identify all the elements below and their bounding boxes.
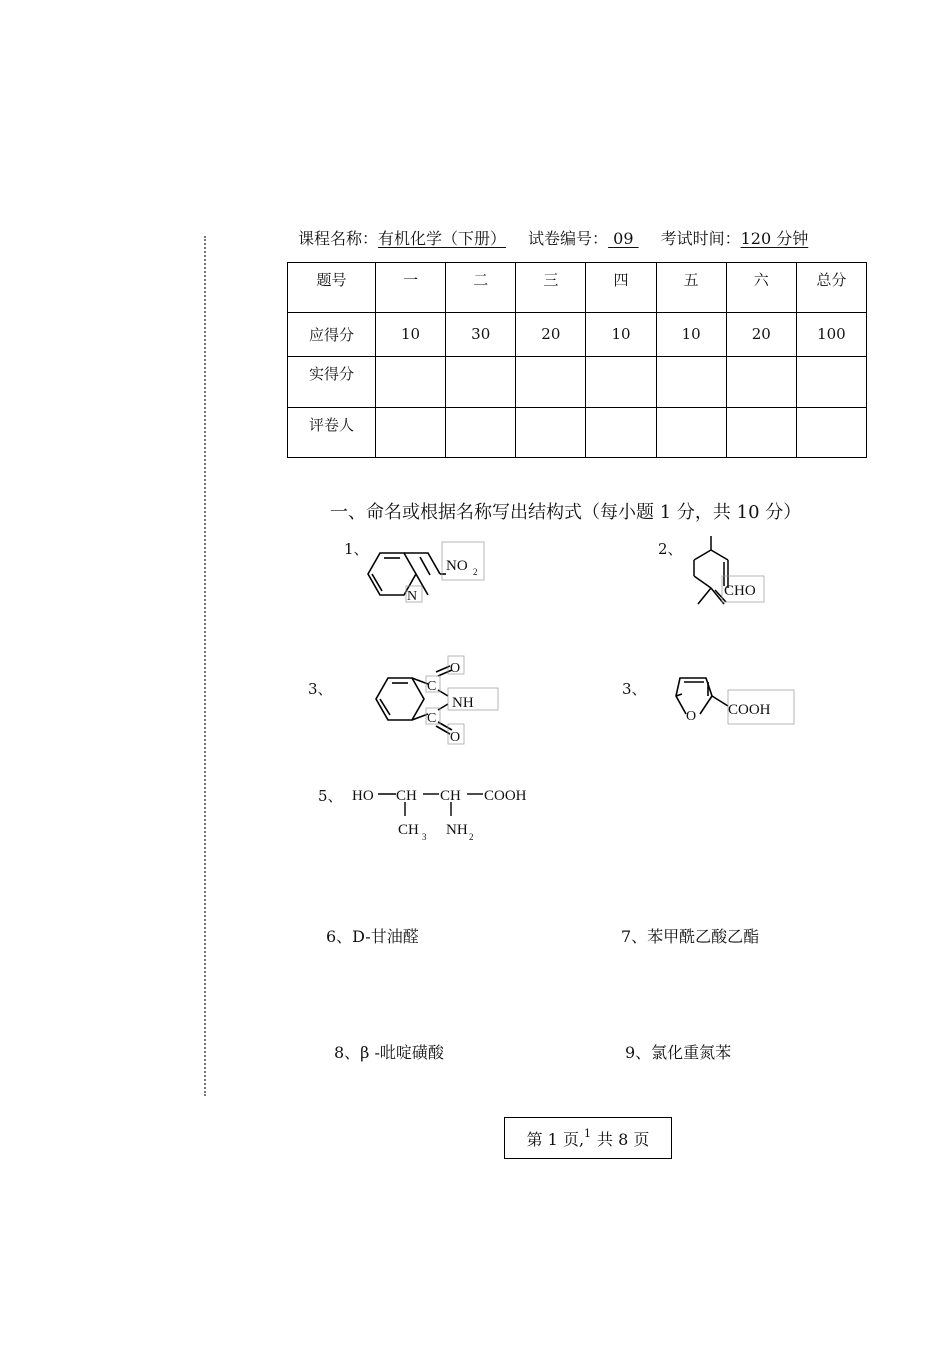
score-cell	[726, 357, 796, 407]
score-cell	[726, 407, 796, 457]
header-cell: 四	[586, 263, 656, 313]
question-number: 1、	[344, 540, 369, 558]
methyl-subscript: 3	[422, 832, 427, 842]
hydroxyl-label: HO	[352, 788, 374, 804]
phthalimide-structure	[368, 652, 508, 750]
carbonyl-carbon-label: C	[427, 711, 437, 726]
header-cell: 五	[656, 263, 726, 313]
question-7: 7、苯甲酰乙酸乙酯	[621, 927, 760, 946]
score-cell: 10	[376, 313, 446, 357]
page-total: 共 8 页	[597, 1129, 650, 1149]
score-table	[287, 262, 867, 458]
question-8: 8、β -吡啶磺酸	[334, 1043, 444, 1062]
methyl-label: CH	[398, 822, 419, 838]
aldehyde-label: CHO	[724, 583, 756, 599]
carboxyl-label: COOH	[728, 702, 771, 718]
score-cell	[376, 357, 446, 407]
header-cell: 六	[726, 263, 796, 313]
question-number: 3、	[622, 680, 647, 698]
question-number: 2、	[658, 540, 683, 558]
oxygen-label: O	[450, 661, 461, 676]
row-label: 评卷人	[288, 407, 376, 457]
score-cell: 10	[656, 313, 726, 357]
oxygen-label: O	[450, 730, 461, 745]
quinoline-structure	[360, 540, 490, 610]
score-cell	[796, 357, 866, 407]
threonine-structure	[350, 780, 550, 850]
amino-subscript: 2	[469, 832, 474, 842]
question-9: 9、氯化重氮苯	[625, 1043, 732, 1062]
score-cell	[376, 407, 446, 457]
header-cell: 题号	[288, 263, 376, 313]
course-name: 有机化学（下册）	[378, 229, 507, 248]
question-number: 5、	[318, 787, 343, 805]
score-cell	[656, 407, 726, 457]
header-cell: 一	[376, 263, 446, 313]
score-cell: 10	[586, 313, 656, 357]
course-label: 课程名称：	[298, 229, 379, 248]
citral-structure	[680, 530, 800, 610]
score-cell	[586, 357, 656, 407]
binding-dotted-line	[204, 236, 206, 1096]
score-table-header-row	[288, 263, 867, 313]
ch-label: CH	[440, 788, 461, 804]
header-cell: 三	[516, 263, 586, 313]
imide-nh-label: NH	[452, 695, 474, 711]
score-cell: 100	[796, 313, 866, 357]
table-row	[288, 357, 867, 407]
carbonyl-carbon-label: C	[427, 679, 437, 694]
score-cell	[586, 407, 656, 457]
score-cell: 20	[516, 313, 586, 357]
table-row	[288, 407, 867, 457]
page-footer	[504, 1117, 672, 1159]
question-number: 3、	[308, 680, 333, 698]
row-label: 实得分	[288, 357, 376, 407]
carboxyl-label: COOH	[484, 788, 527, 804]
score-cell	[446, 407, 516, 457]
nitro-label: NO	[446, 558, 468, 574]
score-cell	[656, 357, 726, 407]
paper-number: 09	[613, 229, 634, 248]
exam-time-label: 考试时间：	[660, 229, 741, 248]
score-cell: 30	[446, 313, 516, 357]
paper-number-label: 试卷编号：	[528, 229, 609, 248]
score-cell	[516, 407, 586, 457]
header-cell: 二	[446, 263, 516, 313]
exam-time: 120 分钟	[740, 229, 809, 248]
ch-label: CH	[396, 788, 417, 804]
header-cell: 总分	[796, 263, 866, 313]
furan-oxygen-label: O	[686, 709, 697, 724]
nitro-subscript: 2	[473, 567, 478, 577]
row-label: 应得分	[288, 313, 376, 357]
nitrogen-label: N	[407, 589, 418, 604]
exam-header	[298, 226, 808, 249]
page-number: 第 1 页,$^1$	[526, 1126, 592, 1149]
amino-label: NH	[446, 822, 468, 838]
score-cell	[446, 357, 516, 407]
score-cell	[516, 357, 586, 407]
score-cell: 20	[726, 313, 796, 357]
score-cell	[796, 407, 866, 457]
furoic-acid-structure	[668, 668, 808, 730]
table-row	[288, 313, 867, 357]
question-6: 6、D-甘油醛	[326, 927, 419, 946]
section-title: 一、命名或根据名称写出结构式（每小题 1 分，共 10 分）	[330, 502, 802, 523]
